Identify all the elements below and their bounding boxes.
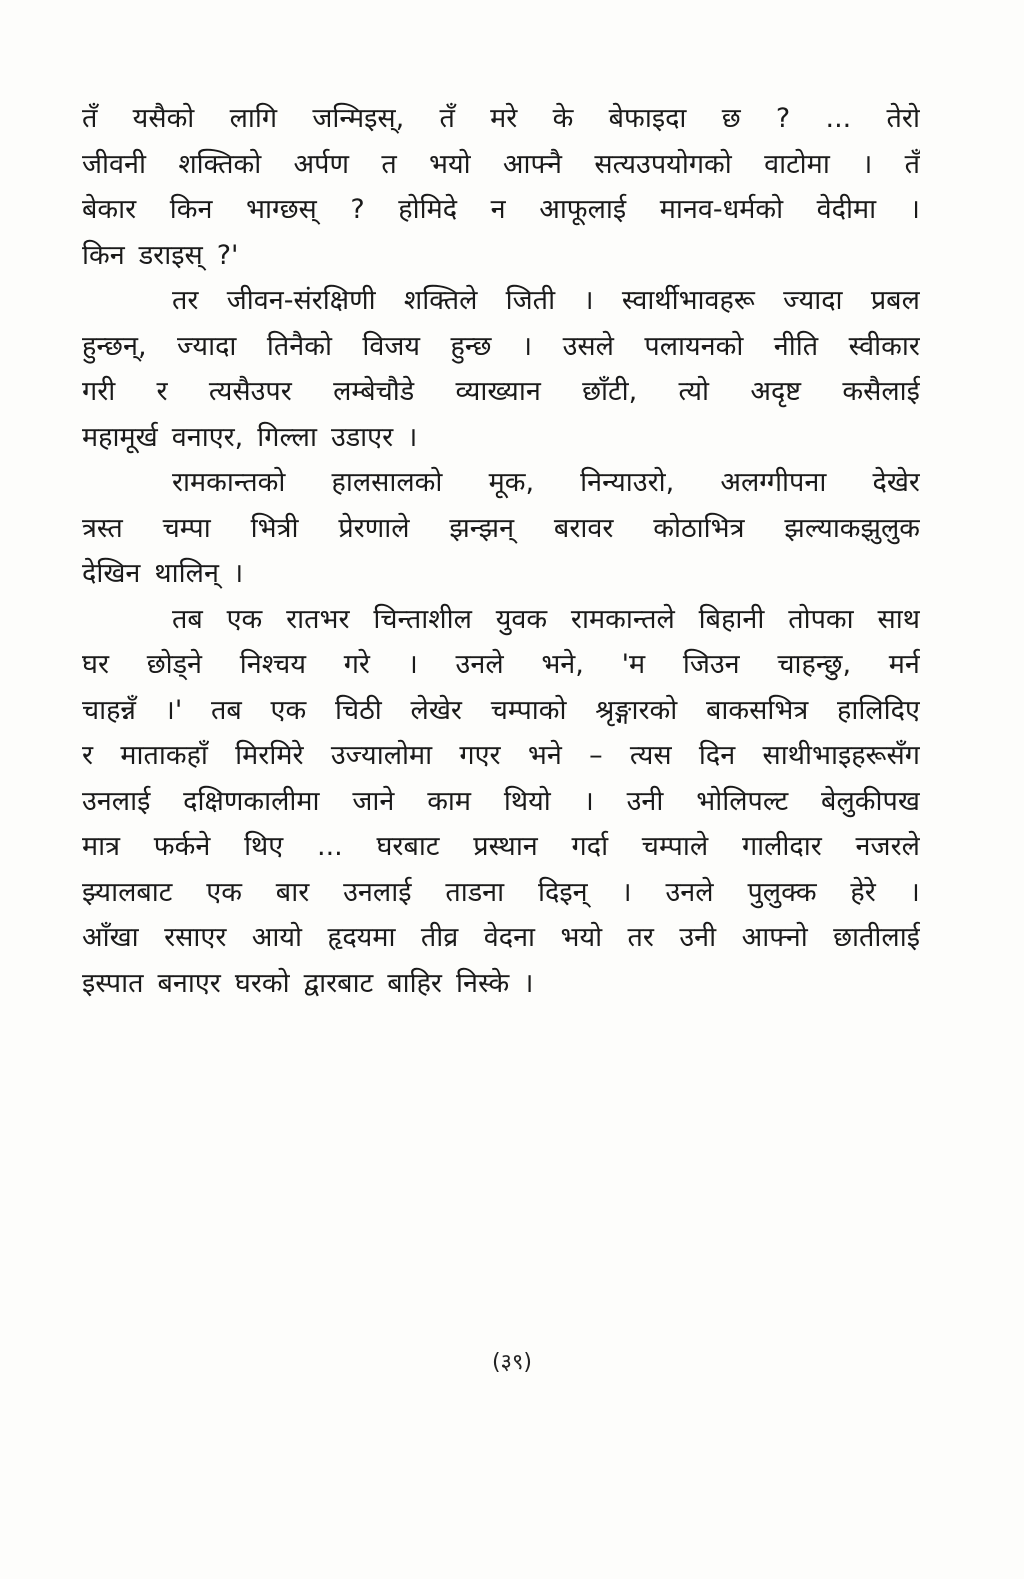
page-number: (३९) [491, 1350, 533, 1375]
body-text [82, 96, 920, 1006]
text-line: हुन्छन्, ज्यादा तिनैको विजय हुन्छ । उसले पलायनको नीति स्वीकार [82, 330, 920, 362]
text-line: बेकार किन भाग्छस् ? होमिदे न आफूलाई मानव-धर्मको वेदीमा । [82, 194, 920, 225]
text-line: चाहन्नँ ।' तब एक चिठी लेखेर चम्पाको श्रृङ्गारको बाकसभित्र हालिदिए [82, 694, 920, 726]
text-line: महामूर्ख वनाएर, गिल्ला उडाएर । [82, 421, 418, 453]
text-line: इस्पात बनाएर घरको द्वारबाट बाहिर निस्के । [82, 967, 534, 999]
text-line: उनलाई दक्षिणकालीमा जाने काम थियो । उनी भोलिपल्ट बेलुकीपख [82, 785, 920, 817]
text-line: तँ यसैको लागि जन्मिइस्, तँ मरे के बेफाइदा छ ? ... तेरो [82, 103, 920, 134]
text-line: किन डराइस् ?' [82, 239, 239, 271]
text-line: झ्यालबाट एक बार उनलाई ताडना दिइन् । उनले पुलुक्क हेरे । [82, 876, 920, 908]
text-line: घर छोड्ने निश्चय गरे । उनले भने, 'म जिउन चाहन्छु, मर्न [82, 649, 920, 680]
text-line: तर जीवन-संरक्षिणी शक्तिले जिती । स्वार्थीभावहरू ज्यादा प्रबल [172, 285, 920, 316]
text-line: तब एक रातभर चिन्ताशील युवक रामकान्तले बिहानी तोपका साथ [172, 603, 920, 635]
text-line: रामकान्तको हालसालको मूक, निन्याउरो, अलग्गीपना देखेर [172, 467, 920, 498]
text-line: त्रस्त चम्पा भित्री प्रेरणाले झन्झन् बरावर कोठाभित्र झल्याकझुलुक [82, 512, 920, 544]
text-line: आँखा रसाएर आयो हृदयमा तीव्र वेदना भयो तर उनी आफ्नो छातीलाई [82, 922, 920, 953]
text-line: जीवनी शक्तिको अर्पण त भयो आफ्नै सत्यउपयोगको वाटोमा । तँ [82, 148, 920, 180]
text-line: मात्र फर्कने थिए ... घरबाट प्रस्थान गर्दा चम्पाले गालीदार नजरले [82, 831, 920, 862]
text-line: देखिन थालिन् । [82, 558, 244, 589]
text-line: गरी र त्यसैउपर लम्बेचौडे व्याख्यान छाँटी, त्यो अदृष्ट कसैलाई [82, 376, 920, 407]
text-line: र माताकहाँ मिरमिरे उज्यालोमा गएर भने – त्यस दिन साथीभाइहरूसँग [82, 740, 920, 771]
